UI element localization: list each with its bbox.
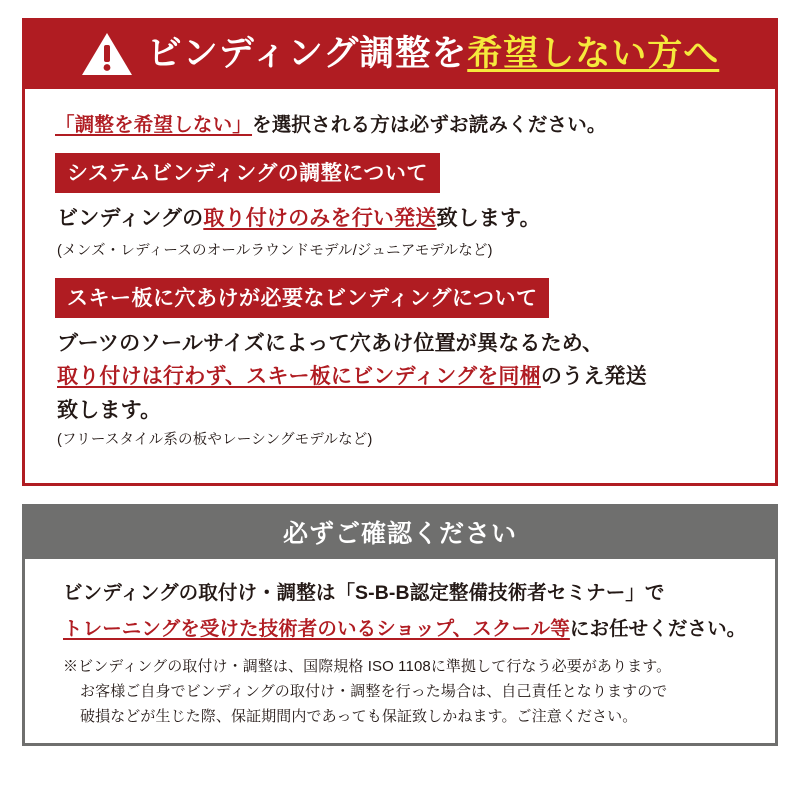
panel-title-plain: ビンディング調整を xyxy=(146,33,468,73)
section-drilling-binding xyxy=(43,278,757,450)
section-line-1: ブーツのソールサイズによって穴あけ位置が異なるため、 xyxy=(57,331,604,355)
panel-title-highlight: 希望しない方へ xyxy=(467,33,720,73)
confirmation-note-line-1: ※ビンディングの取付け・調整は、国際規格 ISO 1108に準拠して行なう必要があります。 xyxy=(63,658,672,675)
confirmation-note xyxy=(63,655,757,729)
confirmation-panel-header xyxy=(25,507,775,559)
section-heading: システムビンディングの調整について xyxy=(55,153,440,193)
no-adjustment-panel xyxy=(22,18,778,486)
confirmation-panel-body xyxy=(25,559,775,743)
section-text-post: 致します。 xyxy=(436,207,541,230)
section-note: (メンズ・レディースのオールラウンドモデル/ジュニアモデルなど) xyxy=(57,242,493,259)
section-line-3: 致します。 xyxy=(57,398,162,422)
section-line-2-emphasis: 取り付けは行わず、スキー板にビンディングを同梱 xyxy=(57,365,541,388)
confirmation-panel-title: 必ずご確認ください xyxy=(282,520,517,548)
lead-rest-text: を選択される方は必ずお読みください。 xyxy=(252,114,607,136)
confirmation-note-line-3: 破損などが生じた際、保証期間内であっても保証致しかねます。ご注意ください。 xyxy=(80,707,638,725)
confirmation-line-2 xyxy=(63,613,757,641)
section-line-2 xyxy=(57,361,757,393)
lead-red-text: 「調整を希望しない」 xyxy=(55,114,253,136)
confirmation-line-1: ビンディングの取付け・調整は「S-B-B認定整備技術者セミナー」で xyxy=(63,582,665,604)
confirmation-note-line-2: お客様ご自身でビンディングの取付け・調整を行った場合は、自己責任となりますので xyxy=(80,682,668,700)
panel-body xyxy=(25,89,775,483)
section-heading: スキー板に穴あけが必要なビンディングについて xyxy=(55,278,549,318)
lead-text xyxy=(55,109,757,137)
panel-title xyxy=(147,35,720,74)
section-line-2-post: のうえ発送 xyxy=(540,365,647,388)
section-system-binding xyxy=(43,153,757,260)
section-text xyxy=(57,203,757,235)
confirmation-panel xyxy=(22,504,778,746)
section-text-pre: ビンディングの xyxy=(57,207,204,230)
section-text-emphasis: 取り付けのみを行い発送 xyxy=(203,207,437,230)
confirmation-line-2-emphasis: トレーニングを受けた技術者のいるショップ、スクール等 xyxy=(63,618,570,640)
confirmation-line-2-post: にお任せください。 xyxy=(569,618,747,640)
warning-exclamation-icon xyxy=(81,31,133,77)
section-note: (フリースタイル系の板やレーシングモデルなど) xyxy=(57,432,373,448)
panel-header xyxy=(25,21,775,89)
